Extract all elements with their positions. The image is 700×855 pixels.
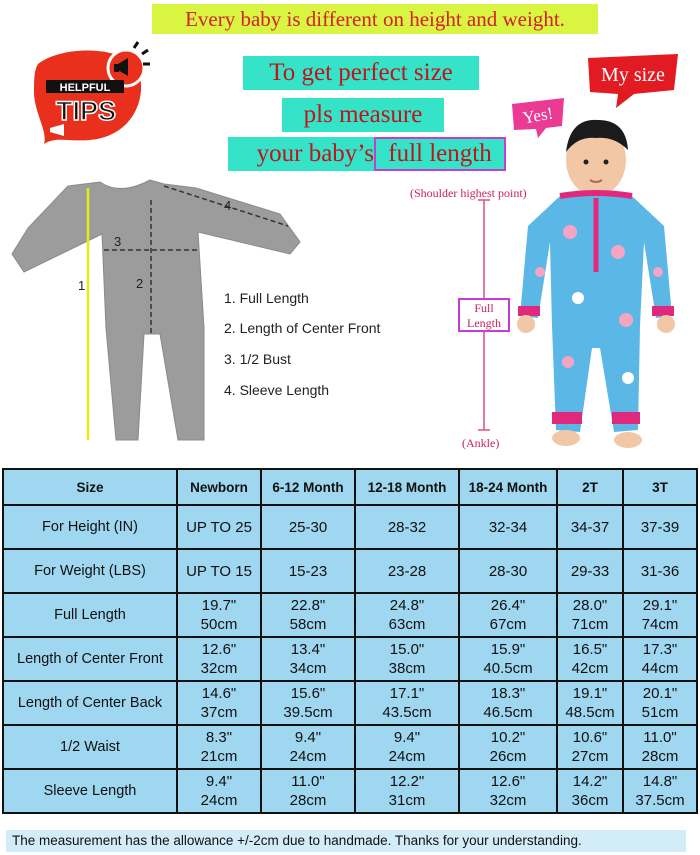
cell-value: 17.1"	[389, 685, 425, 702]
row-label: For Height (IN)	[3, 505, 177, 549]
cell-value: 27cm	[571, 748, 609, 765]
cell-value: 58cm	[289, 616, 327, 633]
badge-top-text: HELPFUL	[59, 82, 111, 94]
table-cell	[261, 769, 355, 813]
table-cell	[261, 593, 355, 637]
size-chart-table	[2, 468, 698, 814]
yes-text: Yes!	[521, 103, 555, 128]
table-cell	[355, 681, 459, 725]
measurement-footnote: The measurement has the allowance +/-2cm due to handmade. Thanks for your understanding.	[6, 830, 686, 852]
cell-value: 10.6"	[572, 729, 608, 746]
table-cell	[177, 549, 261, 593]
table-cell	[177, 505, 261, 549]
table-cell	[557, 725, 623, 769]
table-header-row	[3, 469, 697, 505]
row-label: Sleeve Length	[3, 769, 177, 813]
table-cell	[623, 505, 697, 549]
shoulder-highest-point-label: (Shoulder highest point)	[410, 186, 527, 200]
cell-value: 28-30	[488, 562, 528, 580]
table-cell	[177, 637, 261, 681]
table-cell	[623, 637, 697, 681]
my-size-text: My size	[601, 64, 665, 86]
table-row	[3, 593, 697, 637]
cell-value: 15.6"	[290, 685, 326, 702]
cell-value: 12.6"	[490, 773, 526, 790]
cell-value: 34-37	[570, 518, 610, 536]
table-cell	[355, 769, 459, 813]
cell-value: 28-32	[387, 518, 427, 536]
cell-value: 31cm	[388, 792, 426, 809]
cell-value: 24.8"	[389, 597, 425, 614]
diagram-number-3: 3	[114, 234, 122, 249]
table-cell	[177, 769, 261, 813]
cell-value: 25-30	[288, 518, 328, 536]
cell-value: UP TO 15	[186, 562, 252, 580]
cell-value: 23-28	[387, 562, 427, 580]
cell-value: 31-36	[640, 562, 680, 580]
cell-value: 13.4"	[290, 641, 326, 658]
table-cell	[459, 681, 557, 725]
cell-value: 21cm	[200, 748, 238, 765]
cell-value: 28.0"	[572, 597, 608, 614]
ankle-label: (Ankle)	[462, 436, 500, 450]
cell-value: 71cm	[571, 616, 609, 633]
cell-value: 17.3"	[642, 641, 678, 658]
tip-line-3-highlight: full length	[374, 137, 506, 171]
row-label: 1/2 Waist	[3, 725, 177, 769]
table-cell	[355, 593, 459, 637]
header-6-12-month: 6-12 Month	[261, 469, 355, 505]
cell-value: 14.2"	[572, 773, 608, 790]
table-cell	[261, 725, 355, 769]
cell-value: 14.6"	[201, 685, 237, 702]
table-cell	[177, 725, 261, 769]
table-row	[3, 681, 697, 725]
cell-value: 38cm	[388, 660, 426, 677]
tip-line-1: To get perfect size	[243, 56, 479, 90]
table-cell	[557, 769, 623, 813]
table-cell	[261, 681, 355, 725]
table-cell	[355, 637, 459, 681]
cell-value: 40.5cm	[483, 660, 533, 677]
table-row	[3, 637, 697, 681]
cell-value: 39.5cm	[283, 704, 333, 721]
cell-value: 50cm	[200, 616, 238, 633]
table-cell	[623, 725, 697, 769]
table-cell	[557, 681, 623, 725]
table-cell	[177, 593, 261, 637]
table-cell	[459, 637, 557, 681]
full-length-label	[458, 298, 510, 332]
legend-half-bust: 3. 1/2 Bust	[224, 351, 291, 367]
cell-value: 20.1"	[642, 685, 678, 702]
cell-value: 32-34	[488, 518, 528, 536]
header-size: Size	[3, 469, 177, 505]
cell-value: UP TO 25	[186, 518, 252, 536]
header-2t: 2T	[557, 469, 623, 505]
legend-sleeve-length: 4. Sleeve Length	[224, 382, 330, 398]
table-cell	[261, 549, 355, 593]
table-row	[3, 725, 697, 769]
cell-value: 19.7"	[201, 597, 237, 614]
top-banner: Every baby is different on height and weight.	[152, 4, 598, 34]
table-cell	[623, 593, 697, 637]
cell-value: 32cm	[489, 792, 527, 809]
cell-value: 63cm	[388, 616, 426, 633]
cell-value: 37cm	[200, 704, 238, 721]
header-18-24-month: 18-24 Month	[459, 469, 557, 505]
cell-value: 48.5cm	[565, 704, 615, 721]
legend-center-front: 2. Length of Center Front	[224, 320, 381, 336]
cell-value: 28cm	[289, 792, 327, 809]
tip-line-3: your baby’s	[228, 137, 374, 171]
cell-value: 34cm	[289, 660, 327, 677]
cell-value: 19.1"	[572, 685, 608, 702]
cell-value: 29.1"	[642, 597, 678, 614]
garment-diagram	[8, 178, 308, 450]
cell-value: 51cm	[641, 704, 679, 721]
helpful-tips-badge	[30, 40, 150, 150]
cell-value: 36cm	[571, 792, 609, 809]
badge-bottom-text: TIPS	[55, 96, 117, 126]
diagram-number-2: 2	[136, 276, 144, 291]
table-cell	[355, 725, 459, 769]
table-cell	[623, 549, 697, 593]
header-3t: 3T	[623, 469, 697, 505]
cell-value: 29-33	[570, 562, 610, 580]
table-cell	[557, 637, 623, 681]
cell-value: 12.6"	[201, 641, 237, 658]
cell-value: 74cm	[641, 616, 679, 633]
cell-value: 12.2"	[389, 773, 425, 790]
table-cell	[459, 549, 557, 593]
diagram-number-1: 1	[78, 278, 86, 293]
cell-value: 24cm	[200, 792, 238, 809]
cell-value: 11.0"	[291, 773, 325, 790]
cell-value: 18.3"	[490, 685, 526, 702]
cell-value: 26cm	[489, 748, 527, 765]
table-cell	[459, 769, 557, 813]
cell-value: 43.5cm	[382, 704, 432, 721]
cell-value: 46.5cm	[483, 704, 533, 721]
cell-value: 37.5cm	[635, 792, 685, 809]
table-cell	[557, 549, 623, 593]
table-row	[3, 769, 697, 813]
table-cell	[261, 505, 355, 549]
cell-value: 9.4"	[393, 729, 421, 746]
row-label: For Weight (LBS)	[3, 549, 177, 593]
legend-full-length: 1. Full Length	[224, 290, 309, 306]
table-cell	[623, 769, 697, 813]
diagram-number-4: 4	[224, 198, 232, 213]
row-label: Length of Center Front	[3, 637, 177, 681]
table-cell	[623, 681, 697, 725]
table-cell	[177, 681, 261, 725]
cell-value: 9.4"	[294, 729, 322, 746]
table-cell	[261, 637, 355, 681]
cell-value: 42cm	[571, 660, 609, 677]
row-label: Length of Center Back	[3, 681, 177, 725]
cell-value: 14.8"	[642, 773, 678, 790]
cell-value: 26.4"	[490, 597, 526, 614]
cell-value: 37-39	[640, 518, 680, 536]
cell-value: 15-23	[288, 562, 328, 580]
cell-value: 15.0"	[389, 641, 425, 658]
cell-value: 10.2"	[490, 729, 526, 746]
cell-value: 67cm	[489, 616, 527, 633]
table-cell	[459, 725, 557, 769]
cell-value: 32cm	[200, 660, 238, 677]
header-newborn: Newborn	[177, 469, 261, 505]
cell-value: 11.0"	[643, 729, 677, 746]
table-body	[3, 505, 697, 813]
my-size-bubble	[582, 50, 682, 110]
cell-value: 44cm	[641, 660, 679, 677]
tip-line-2: pls measure	[282, 98, 444, 132]
table-cell	[355, 549, 459, 593]
cell-value: 16.5"	[572, 641, 608, 658]
header-12-18-month: 12-18 Month	[355, 469, 459, 505]
table-row	[3, 505, 697, 549]
table-cell	[557, 505, 623, 549]
cell-value: 24cm	[289, 748, 327, 765]
row-label: Full Length	[3, 593, 177, 637]
table-cell	[459, 505, 557, 549]
cell-value: 24cm	[388, 748, 426, 765]
table-cell	[355, 505, 459, 549]
cell-value: 22.8"	[290, 597, 326, 614]
table-cell	[557, 593, 623, 637]
cell-value: 28cm	[641, 748, 679, 765]
cell-value: 15.9"	[490, 641, 526, 658]
full-length-label-line2: Length	[467, 316, 501, 330]
table-row	[3, 549, 697, 593]
baby-photo	[400, 112, 696, 464]
table-cell	[459, 593, 557, 637]
cell-value: 9.4"	[205, 773, 233, 790]
full-length-label-line1: Full	[474, 301, 494, 315]
cell-value: 8.3"	[205, 729, 233, 746]
